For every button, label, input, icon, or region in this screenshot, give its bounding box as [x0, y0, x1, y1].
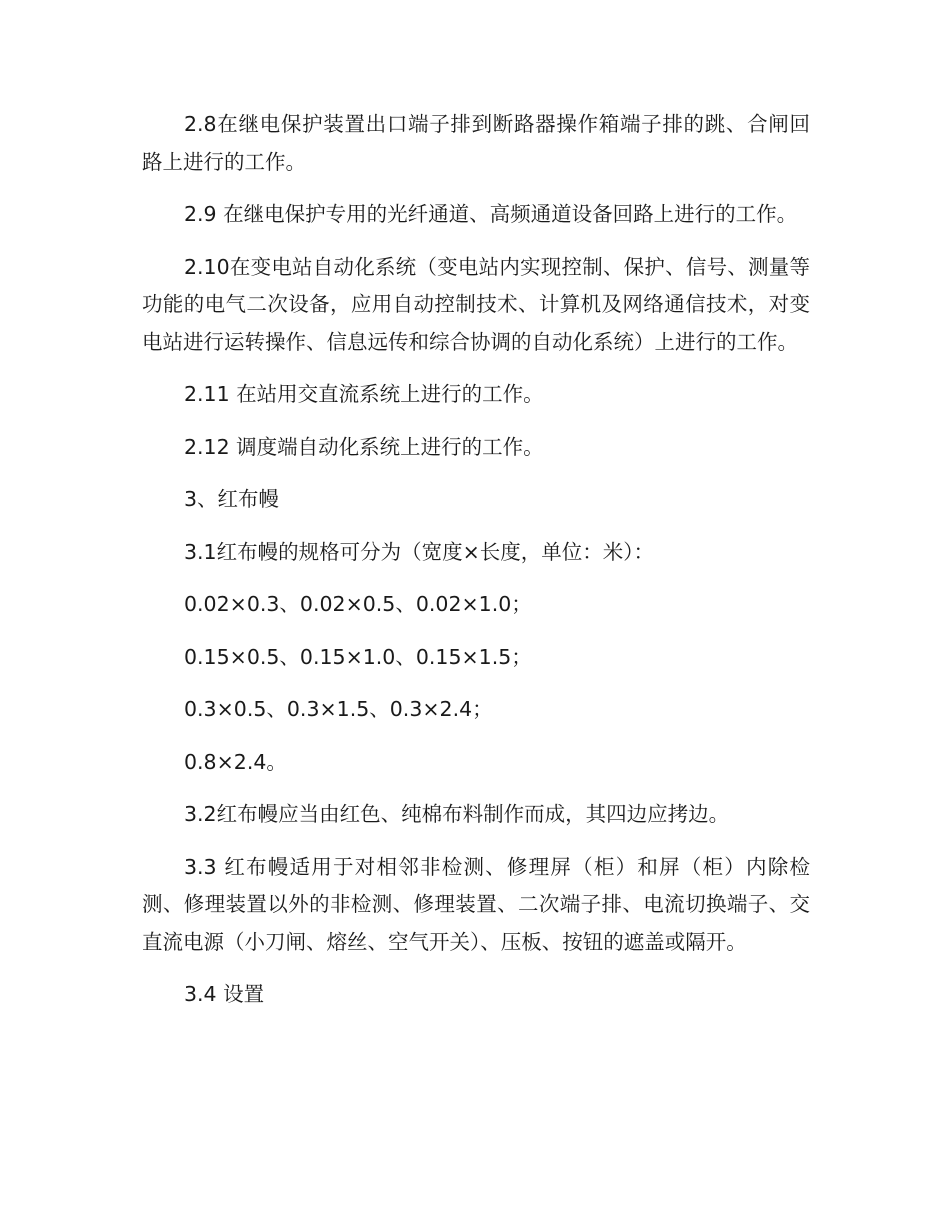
paragraph-3-3: 3.3 红布幔适用于对相邻非检测、修理屏（柜）和屏（柜）内除检测、修理装置以外的非检测、修理装置、二次端子排、电流切换端子、交直流电源（小刀闸、熔丝、空气开关）、压板、按钮的遮盖或隔开。	[142, 854, 810, 954]
paragraph-3-2: 3.2红布幔应当由红色、纯棉布料制作而成，其四边应拷边。	[184, 802, 730, 826]
paragraph-3-4: 3.4 设置	[184, 982, 265, 1006]
paragraph-2-8: 2.8在继电保护装置出口端子排到断路器操作箱端子排的跳、合闸回路上进行的工作。	[142, 112, 810, 174]
spec-line-4: 0.8×2.4。	[184, 749, 287, 774]
spec-line-1: 0.02×0.3、0.02×0.5、0.02×1.0；	[184, 592, 532, 616]
section-heading-3: 3、红布幔	[184, 487, 280, 511]
paragraph-2-10: 2.10在变电站自动化系统（变电站内实现控制、保护、信号、测量等功能的电气二次设备，应用自动控制技术、计算机及网络通信技术，对变电站进行运转操作、信息远传和综合协调的自动化系统）上进行的工作。	[142, 254, 810, 354]
spec-line-2: 0.15×0.5、0.15×1.0、0.15×1.5；	[184, 644, 532, 669]
spec-line-3: 0.3×0.5、0.3×1.5、0.3×2.4；	[184, 697, 493, 721]
document-body	[142, 106, 810, 1029]
paragraph-2-12: 2.12 调度端自动化系统上进行的工作。	[184, 434, 544, 459]
paragraph-2-11: 2.11 在站用交直流系统上进行的工作。	[184, 382, 544, 406]
paragraph-2-9: 2.9 在继电保护专用的光纤通道、高频通道设备回路上进行的工作。	[184, 202, 798, 226]
paragraph-3-1: 3.1红布幔的规格可分为（宽度×长度，单位：米）：	[184, 539, 655, 564]
